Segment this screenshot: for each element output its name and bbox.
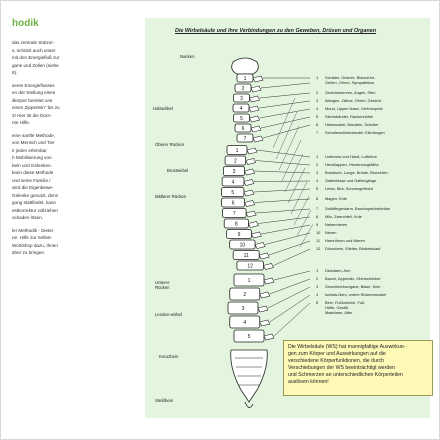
paragraph-line: nte Hilfe. xyxy=(12,120,31,125)
vertebra-process xyxy=(253,76,263,82)
nerve-row-text: Stimmbänder, Rachenhöhle xyxy=(325,114,374,119)
nerve-row-text: Geschlechtsorgane, Blase, Knie xyxy=(325,284,381,289)
vertebra-process xyxy=(247,148,257,154)
skull-base-shape xyxy=(232,58,259,74)
nerve-row xyxy=(316,196,347,201)
nerve-row-number: 2 xyxy=(316,90,319,95)
paragraph-line: 8). xyxy=(12,70,18,75)
nerve-row xyxy=(316,130,385,135)
paragraph-line: und seine Familie / xyxy=(12,177,51,183)
paragraph-line: ilkörper bereitet uns xyxy=(12,97,53,103)
nerve-row-text: Hüfte, Gesäß xyxy=(325,305,349,310)
article-paragraphs xyxy=(12,39,140,257)
paragraph xyxy=(12,39,140,77)
vertebra-process xyxy=(246,159,256,165)
nerve-line xyxy=(254,189,310,192)
nerve-line xyxy=(260,109,310,118)
nerve-row xyxy=(316,178,376,183)
nerve-row-text: Dünndarm, Eileiter, Blutkreislauf xyxy=(325,246,381,251)
vertebra-number: 1 xyxy=(235,148,239,154)
nerve-line xyxy=(255,199,310,203)
nerve-row xyxy=(316,80,374,85)
nerve-line xyxy=(254,181,310,182)
region-label: Steißbein xyxy=(155,398,174,403)
region-label: Nacken xyxy=(180,54,195,59)
paragraph-line: Gelenke genutzt, denn xyxy=(12,192,59,198)
nerve-row xyxy=(316,268,351,273)
paragraph-line: ler Methodik - Dieter xyxy=(12,227,54,233)
nerve-row-text: Nieren xyxy=(325,230,337,235)
paragraph-line: estkorrektur vollziehen xyxy=(12,207,58,213)
paragraph-line: h Mobilisierung von xyxy=(12,155,52,160)
region-label: Oberer Rücken xyxy=(155,142,185,147)
nerve-fibre xyxy=(297,210,311,236)
nerve-row-text: Wangen, Zähne, Ohren, Gesicht xyxy=(325,98,381,103)
vertebra-number: 2 xyxy=(243,292,247,298)
nerve-line xyxy=(261,225,310,234)
nerve-row-number: 6 xyxy=(316,122,319,127)
nerve-fibre xyxy=(276,112,297,159)
nerve-row xyxy=(316,310,352,315)
paragraph-line: gung stattfindet, kann xyxy=(12,200,56,205)
region-label: Halswirbel xyxy=(153,106,173,111)
nerve-row-number: 3 xyxy=(316,170,319,175)
paragraph-line: einen Zipperlein" bis zu xyxy=(12,105,60,110)
nerve-row-text: Magen, Knie xyxy=(325,196,347,201)
vertebra-process xyxy=(258,306,268,312)
nerve-row xyxy=(316,154,377,159)
vertebra-number: 12 xyxy=(247,263,253,270)
vertebra-process xyxy=(250,116,260,122)
nerve-row-number: 6 xyxy=(316,196,319,201)
paragraph xyxy=(12,132,140,222)
nerve-line xyxy=(261,83,310,88)
vertebra-process xyxy=(251,126,261,132)
callout-line: Verschiebungen der WS beeinträchtigt werden xyxy=(288,365,395,372)
nerve-row-number: 5 xyxy=(316,186,319,191)
nerve-row xyxy=(316,292,386,297)
vertebra-process xyxy=(255,243,265,249)
figure-title: Die Wirbelsäule und ihre Verbindungen zu den Geweben, Drüsen und Organen xyxy=(175,28,377,34)
nerve-row xyxy=(316,214,362,219)
vertebra-number: 6 xyxy=(241,126,245,132)
vertebra-process xyxy=(249,106,259,112)
paragraph-line: beln und Gelenken. xyxy=(12,162,52,168)
nerve-row-number: 2 xyxy=(316,162,319,167)
nerve-row-text: Milz, Zwerchfell, Knie xyxy=(325,214,362,219)
callout-line: gen zum Körper und Auswirkungen auf die xyxy=(288,351,386,358)
nerve-row-text: Dickdarm, Arm xyxy=(325,268,351,273)
nerve-row-text: Unterarm und Hand, Luftröhre xyxy=(325,154,377,159)
nerve-row xyxy=(316,114,373,119)
vertebra-process xyxy=(260,320,270,326)
nerve-row-text: Gallenblase und Gallengänge xyxy=(325,178,377,183)
nerve-row-text: Herzklappen, Herzkranzgefäße xyxy=(325,162,379,167)
region-label: Lenden-wirbel xyxy=(155,312,182,317)
nerve-row-number: 5 xyxy=(316,114,319,119)
nerve-line xyxy=(265,233,310,245)
vertebra-process xyxy=(253,136,263,142)
vertebra-number: 3 xyxy=(241,306,245,312)
nerve-row-text: Harnröhren und Nieren xyxy=(325,238,365,243)
vertebra-number: 8 xyxy=(234,221,238,228)
paragraph-line: eine sanfte Methode, xyxy=(12,132,55,138)
nerve-row xyxy=(316,284,380,289)
paragraph-line: 3! Hier ist die Dorn- xyxy=(12,112,52,118)
vertebra-process xyxy=(244,190,254,196)
paragraph xyxy=(12,82,140,127)
vertebra-process xyxy=(245,169,255,175)
vertebra-number: 4 xyxy=(239,106,243,112)
nerve-row xyxy=(316,230,336,235)
article-text-column xyxy=(0,18,140,418)
info-callout-box xyxy=(283,340,433,396)
nerve-line xyxy=(274,303,310,336)
nerve-row xyxy=(316,246,380,251)
nerve-row xyxy=(316,98,381,103)
nerve-line xyxy=(255,171,310,173)
nerve-row-number: 4 xyxy=(316,292,319,297)
nerve-row xyxy=(316,122,379,127)
vertebra-number: 5 xyxy=(231,190,235,196)
region-label: Brustwirbel xyxy=(167,168,189,173)
nerve-fibre xyxy=(294,196,309,225)
vertebra-process xyxy=(264,278,274,284)
nerve-line xyxy=(259,101,310,108)
nerve-row-text: Brustkorb, Lunge, Brüste, Bronchien xyxy=(325,170,388,175)
vertebra-number: 1 xyxy=(247,278,251,284)
nerve-row-text: Bauch, Appendix, Oberschenkel xyxy=(325,276,381,281)
region-label: Unterer Rücken xyxy=(155,280,170,290)
paragraph-line: von Mensch und Tier xyxy=(12,140,55,145)
paragraph-line: wird die Eigenbewe- xyxy=(12,185,54,190)
vertebra-number: 11 xyxy=(243,253,249,259)
nerve-row-number: 7 xyxy=(316,130,319,135)
nerve-row-number: 8 xyxy=(316,214,319,219)
nerve-fibre xyxy=(288,168,305,203)
vertebra-process xyxy=(251,232,261,238)
paragraph-line: ne: Hilfe zur Selbst- xyxy=(12,235,53,240)
callout-line: Die Wirbelsäule (WS) hat mannigfaltige Auswirkun- xyxy=(288,344,406,350)
nerve-row-text: Ischias-Nerv, untere Rückenmuskel xyxy=(325,292,387,297)
nerve-row-number: 9 xyxy=(316,222,319,227)
vertebra-number: 6 xyxy=(231,200,235,207)
vertebra-process xyxy=(264,334,274,340)
nerve-row xyxy=(316,162,379,167)
paragraph-line: ockaden lösen. xyxy=(12,215,43,220)
vertebra-number: 7 xyxy=(243,136,247,142)
vertebra-number: 3 xyxy=(240,96,243,102)
region-label: Kreuzbein xyxy=(159,354,179,359)
nerve-row-number: 3 xyxy=(316,98,319,103)
nerve-row-text: Mastdarm, After xyxy=(325,310,353,315)
nerve-row-number: 12 xyxy=(316,246,321,251)
vertebra-process xyxy=(260,292,270,298)
nerve-row xyxy=(316,90,375,95)
nerve-row-number: 1 xyxy=(316,268,319,273)
nerve-line xyxy=(258,217,310,224)
nerve-row xyxy=(316,106,383,111)
paragraph-line: das zentrale Stützor- xyxy=(12,40,55,45)
paragraph-line: mit den Energiefluß zur xyxy=(12,55,60,60)
nerve-line xyxy=(274,271,310,280)
callout-line: auslösen können! xyxy=(288,379,329,386)
nerve-row-number: 1 xyxy=(316,154,319,159)
nerve-row xyxy=(316,238,365,243)
paragraph-line: Workshop dazu, Ihnen xyxy=(12,242,58,248)
nerve-row-number: 7 xyxy=(316,206,319,211)
paragraph-line: ir jeden erlernbar xyxy=(12,147,47,153)
nerve-row-text: Gehirn, Ohren, Sympathikus xyxy=(325,80,375,85)
callout-line: verschiedene Körperfunktionen, die durch xyxy=(288,358,385,365)
vertebra-process xyxy=(246,211,256,217)
vertebra-number: 5 xyxy=(247,334,251,340)
nerve-row xyxy=(316,170,388,175)
nerve-fibre xyxy=(285,154,303,192)
nerve-fibre xyxy=(282,140,301,181)
paragraph-line: seres Energieflusses xyxy=(12,82,55,88)
nerve-row-text: Leber, Blut, Sonnengeflecht xyxy=(325,186,373,191)
vertebra-number: 2 xyxy=(241,86,245,92)
nerve-row-text: Schulterschleimbeutel, Ellenbogen xyxy=(325,130,385,135)
nerve-row-text: Schädel, Gesicht, Blutzufuhr, xyxy=(325,75,375,80)
callout-line: und Schmerzen an unterschiedlichen Körperteilen xyxy=(288,372,403,379)
nerve-row xyxy=(316,276,380,281)
vertebra-process xyxy=(245,201,255,207)
vertebra-process xyxy=(244,180,254,186)
nerve-row-number: 2 xyxy=(316,276,319,281)
paragraph-line: gane und Zellen (siehe xyxy=(12,62,59,68)
vertebra-number: 9 xyxy=(237,232,241,238)
vertebra-number: 10 xyxy=(239,242,246,249)
nerve-fibre xyxy=(300,224,313,247)
nerve-row-number: 3 xyxy=(316,284,319,289)
nerve-row-number: 4 xyxy=(316,178,319,183)
coccyx-shape xyxy=(245,402,253,408)
paragraph-line: kann diese Methode xyxy=(12,170,54,175)
vertebra-process xyxy=(251,86,261,92)
nerve-row-number: 11 xyxy=(316,238,321,243)
vertebra-number: 2 xyxy=(233,158,237,165)
paragraph xyxy=(12,227,140,257)
nerve-line xyxy=(261,117,310,128)
nerve-line xyxy=(260,93,310,98)
vertebra-process xyxy=(259,253,269,259)
nerve-row xyxy=(316,186,373,191)
vertebra-number: 7 xyxy=(232,211,236,217)
nerve-row-number: 1 xyxy=(316,75,319,80)
nerve-line xyxy=(263,125,310,138)
section-heading: hodik xyxy=(12,18,39,29)
nerve-line xyxy=(268,287,310,308)
nerve-row-text: Gesichtsnerven, Augen, Stirn xyxy=(325,90,376,95)
nerve-row xyxy=(316,206,390,211)
vertebra-number: 4 xyxy=(243,320,247,326)
paragraph-line: s, schützt auch unser xyxy=(12,47,56,53)
nerve-line xyxy=(269,241,310,255)
vertebra-process xyxy=(250,96,260,102)
vertebra-process xyxy=(264,264,274,270)
paragraph-line: en der Stellung eines xyxy=(12,90,56,95)
nerve-row-text: Zwölffingerdarm, Bauchspeicheldrüse xyxy=(325,206,391,211)
nerve-row-number: 4 xyxy=(316,106,319,111)
vertebra-number: 1 xyxy=(243,76,247,82)
vertebra-number: 3 xyxy=(232,169,236,175)
nerve-row-text: Halsmuskel, Mandeln, Schulter xyxy=(325,122,379,127)
region-label: Mittlerer Rücken xyxy=(155,194,187,199)
paragraph-line: äher zu bringen. xyxy=(12,250,46,255)
vertebra-number: 5 xyxy=(240,116,243,122)
nerve-line xyxy=(270,279,310,294)
nerve-row-text: Nebennieren xyxy=(325,222,348,227)
nerve-row-number: 5 xyxy=(316,300,319,305)
vertebra-number: 4 xyxy=(231,179,235,186)
nerve-row-number: 10 xyxy=(316,230,321,235)
vertebra-process xyxy=(248,222,258,228)
nerve-row-text: Bein, Fußknöchel, Fuß, xyxy=(325,300,366,305)
nerve-row xyxy=(316,222,347,227)
nerve-row-text: Mund, Lippen Nase, Ohrtrompete xyxy=(325,106,383,111)
